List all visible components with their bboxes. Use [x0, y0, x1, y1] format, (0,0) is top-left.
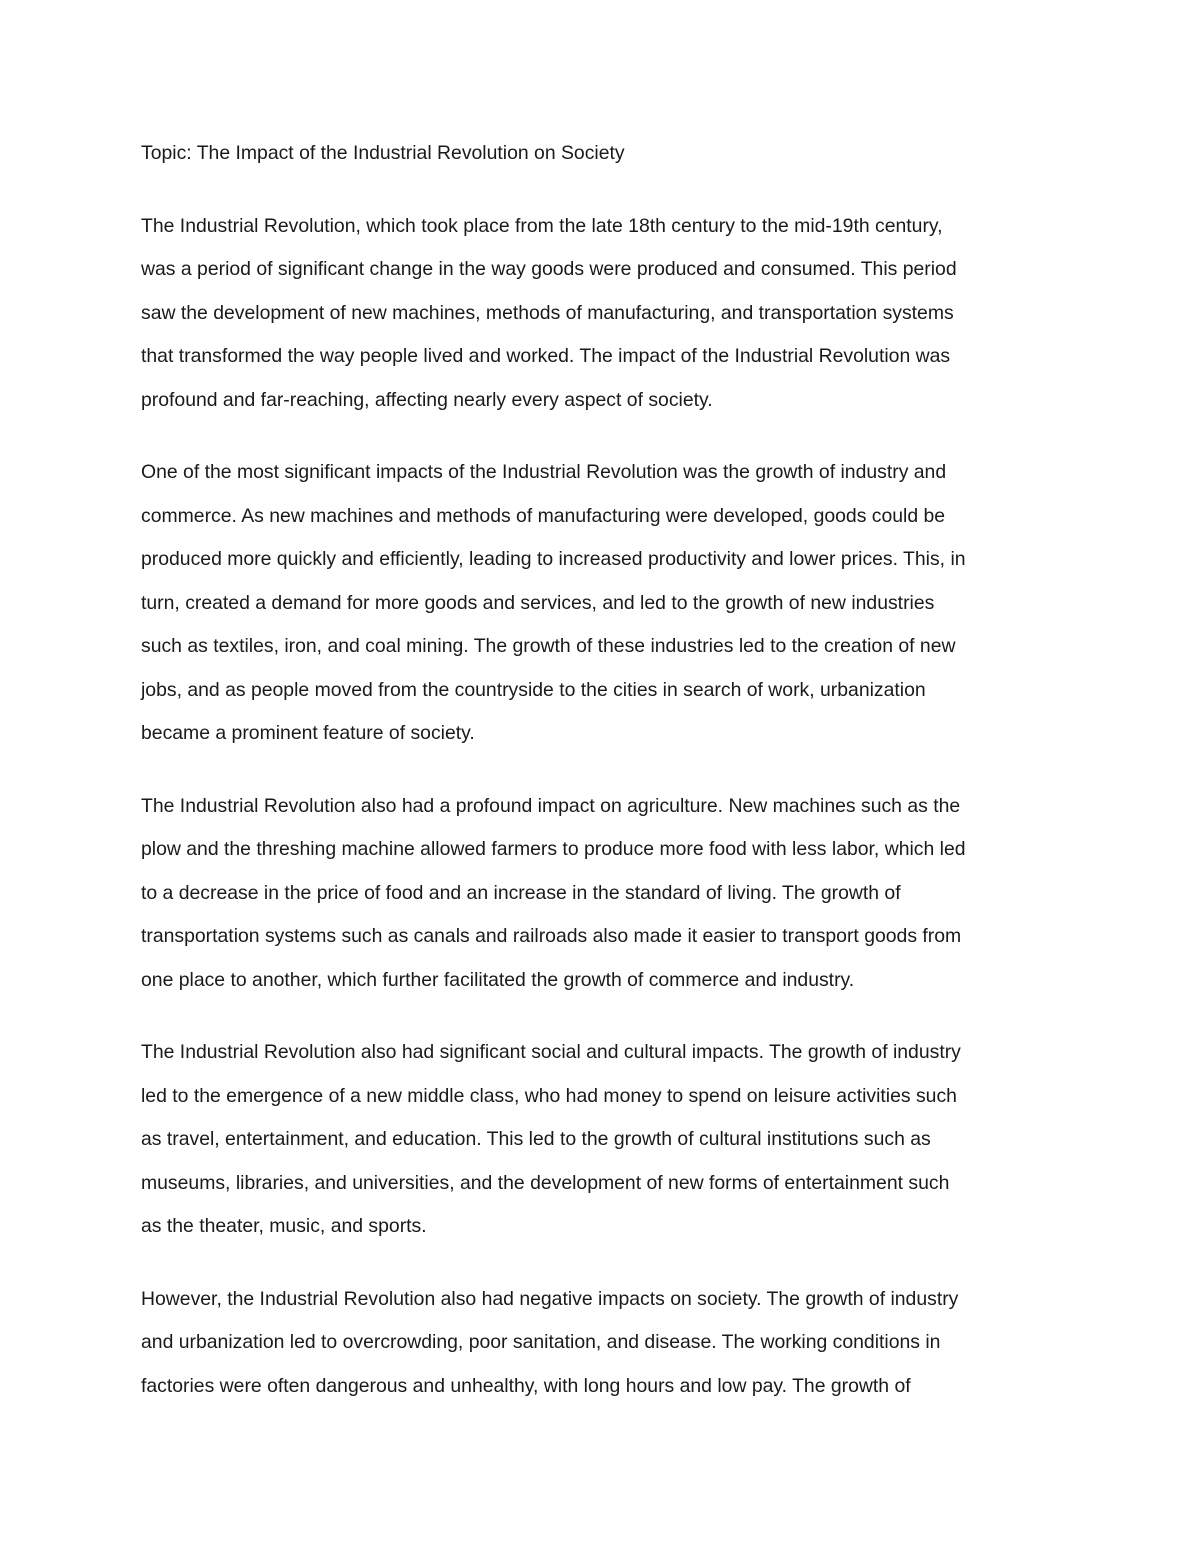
text-line: was a period of significant change in the way goods were produced and consumed. This period	[141, 258, 957, 280]
text-line: such as textiles, iron, and coal mining. The growth of these industries led to the creation of new	[141, 635, 956, 657]
text-line: However, the Industrial Revolution also had negative impacts on society. The growth of industry	[141, 1287, 959, 1310]
spacer	[141, 1002, 1066, 1031]
text-line: One of the most significant impacts of the Industrial Revolution was the growth of industry and	[141, 461, 947, 483]
text-line: The Industrial Revolution also had significant social and cultural impacts. The growth of industry	[141, 1041, 961, 1063]
paragraph-agriculture	[141, 785, 1066, 1003]
text-line: produced more quickly and efficiently, leading to increased productivity and lower prices. This, in	[141, 548, 966, 570]
paragraph-social-cultural	[141, 1031, 1066, 1249]
text-line: saw the development of new machines, methods of manufacturing, and transportation systems	[141, 301, 954, 324]
spacer	[141, 176, 1066, 205]
text-line: as travel, entertainment, and education. This led to the growth of cultural institutions such as	[141, 1128, 931, 1150]
text-line: profound and far-reaching, affecting nearly every aspect of society.	[141, 388, 713, 411]
text-line: to a decrease in the price of food and an increase in the standard of living. The growth of	[141, 881, 901, 904]
paragraph-intro	[141, 205, 1066, 423]
text-line: plow and the threshing machine allowed farmers to produce more food with less labor, which led	[141, 838, 966, 860]
text-line: as the theater, music, and sports.	[141, 1215, 427, 1237]
text-line: transportation systems such as canals and railroads also made it easier to transport goods from	[141, 925, 962, 947]
text-line: one place to another, which further facilitated the growth of commerce and industry.	[141, 968, 855, 991]
text-line: museums, libraries, and universities, and the development of new forms of entertainment such	[141, 1171, 950, 1194]
text-line: The Industrial Revolution also had a profound impact on agriculture. New machines such as the	[141, 794, 961, 817]
text-line: commerce. As new machines and methods of manufacturing were developed, goods could be	[141, 504, 946, 527]
text-line: factories were often dangerous and unhealthy, with long hours and low pay. The growth of	[141, 1374, 911, 1397]
text-line: The Industrial Revolution, which took place from the late 18th century to the mid-19th century,	[141, 214, 943, 237]
spacer	[141, 422, 1066, 451]
paragraph-industry-commerce	[141, 451, 1066, 756]
text-line: led to the emergence of a new middle class, who had money to spend on leisure activities such	[141, 1084, 957, 1107]
text-line: turn, created a demand for more goods and services, and led to the growth of new industries	[141, 591, 935, 614]
text-line: became a prominent feature of society.	[141, 722, 475, 744]
document-body	[141, 132, 1066, 1408]
spacer	[141, 1249, 1066, 1278]
text-line: and urbanization led to overcrowding, poor sanitation, and disease. The working conditions in	[141, 1331, 941, 1353]
document-topic: Topic: The Impact of the Industrial Revolution on Society	[141, 142, 625, 164]
paragraph-negative-impacts	[141, 1278, 1066, 1409]
text-line: that transformed the way people lived and worked. The impact of the Industrial Revolution was	[141, 345, 951, 367]
spacer	[141, 756, 1066, 785]
text-line: jobs, and as people moved from the countryside to the cities in search of work, urbanization	[141, 678, 926, 701]
